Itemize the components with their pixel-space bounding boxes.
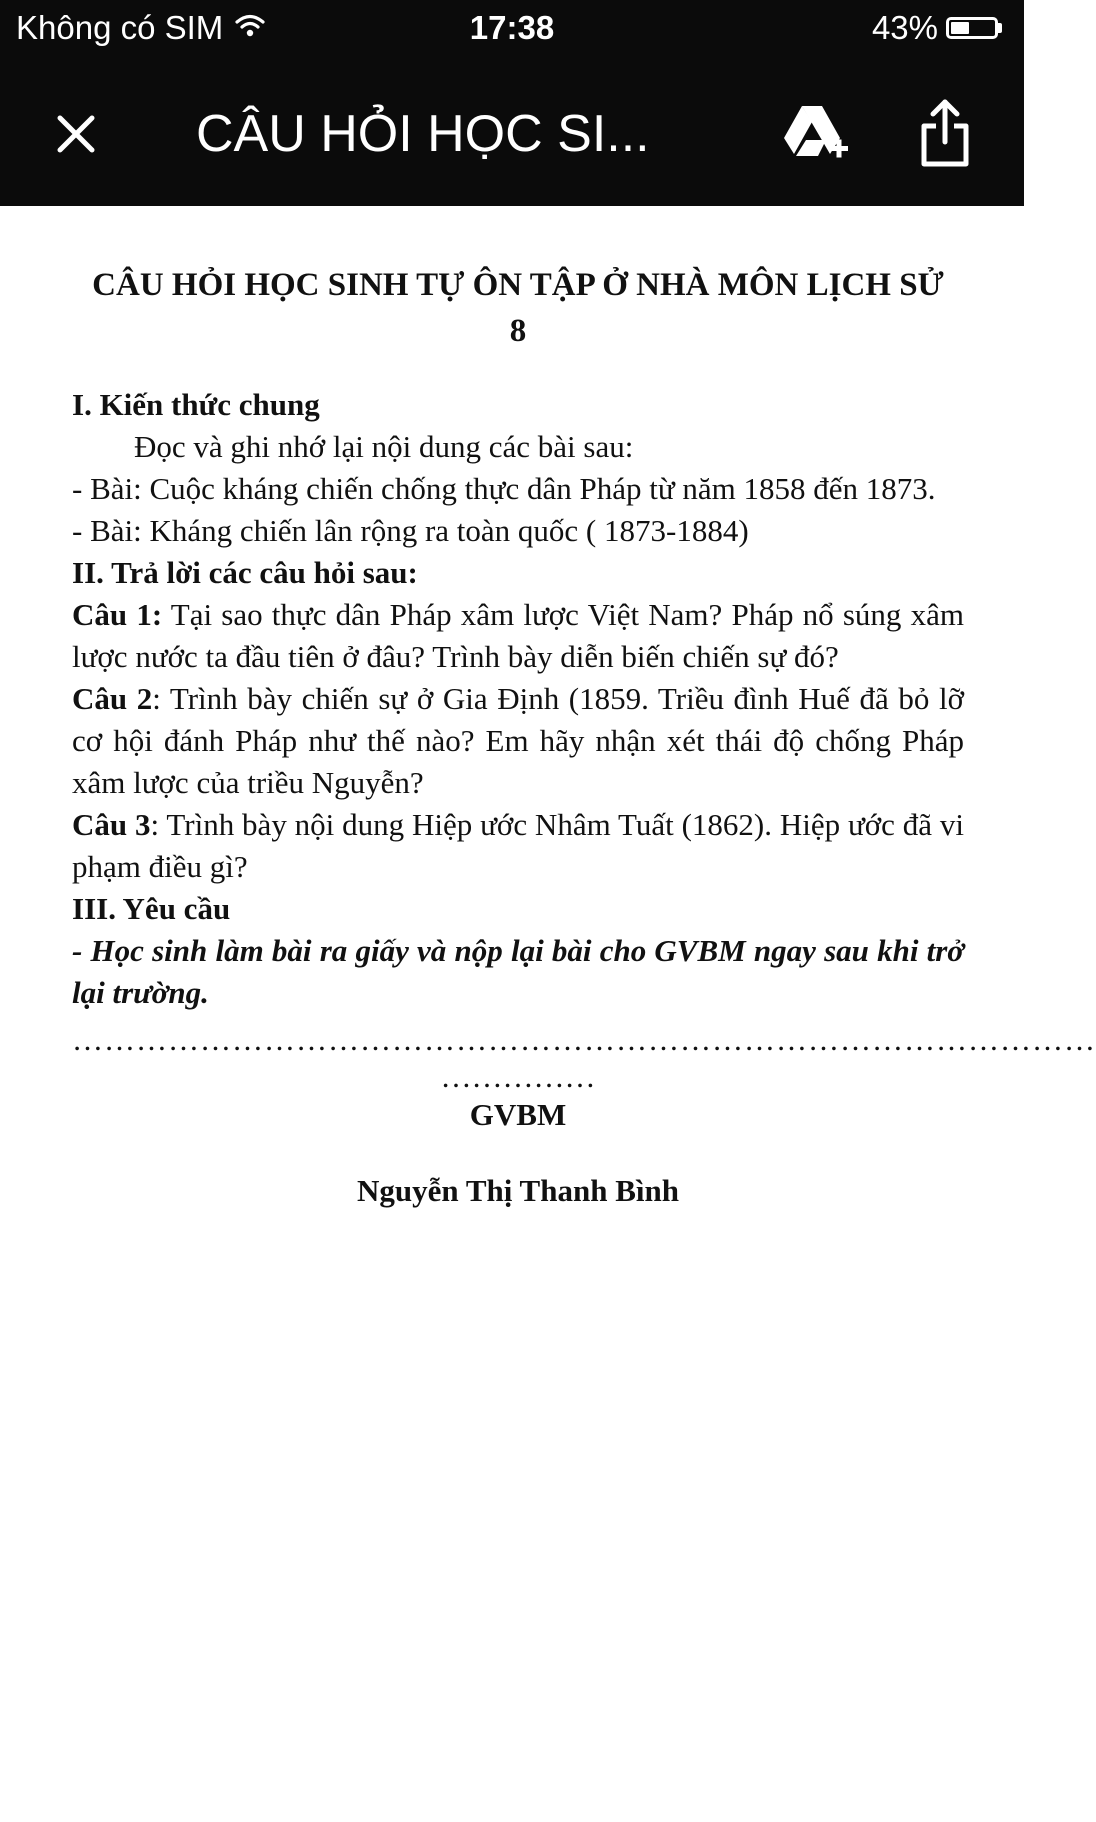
question-2-label: Câu 2 (72, 681, 153, 716)
question-3-label: Câu 3 (72, 807, 151, 842)
section-3-heading: III. Yêu cầu (72, 891, 231, 926)
lesson-2: - Bài: Kháng chiến lân rộng ra toàn quốc ( 1873-1884) (72, 513, 749, 548)
status-carrier (16, 6, 265, 50)
status-time: 17:38 (469, 9, 555, 46)
signature-role: GVBM (469, 1097, 567, 1132)
close-icon[interactable] (46, 104, 106, 164)
document-title-bar: CÂU HỎI HỌC SI... (196, 105, 650, 163)
section-1-heading: I. Kiến thức chung (72, 387, 320, 422)
top-bar (0, 0, 1024, 206)
status-battery (872, 6, 1002, 50)
battery-icon (946, 17, 1002, 39)
question-3-text: : Trình bày nội dung Hiệp ước Nhâm Tuất (1862). Hiệp ước đã vi phạm điều gì? (72, 807, 964, 884)
document-page (72, 262, 1096, 1212)
lesson-1: - Bài: Cuộc kháng chiến chống thực dân Pháp từ năm 1858 đến 1873. (72, 471, 936, 506)
dotted-separator: …………………………………………………………………………………… (72, 1022, 1096, 1057)
wifi-icon (235, 6, 265, 50)
signature-name: Nguyễn Thị Thanh Bình (357, 1173, 679, 1208)
section-1-intro: Đọc và ghi nhớ lại nội dung các bài sau: (134, 429, 634, 464)
question-1 (72, 594, 964, 678)
question-2 (72, 678, 964, 804)
section-2-heading: II. Trả lời các câu hỏi sau: (72, 555, 418, 590)
carrier-label: Không có SIM (16, 9, 224, 46)
dotted-separator-short: …………… (440, 1059, 596, 1094)
question-2-text: : Trình bày chiến sự ở Gia Định (1859. Triều đình Huế đã bỏ lỡ cơ hội đánh Pháp như thế nào? Em hãy nhận xét thái độ chống Pháp xâm lược của triều Nguyễn? (72, 681, 964, 800)
question-3 (72, 804, 964, 888)
question-1-label: Câu 1: (72, 597, 163, 632)
document-heading: CÂU HỎI HỌC SINH TỰ ÔN TẬP Ở NHÀ MÔN LỊCH SỬ 8 (92, 267, 944, 349)
question-1-text: Tại sao thực dân Pháp xâm lược Việt Nam? Pháp nổ súng xâm lược nước ta đầu tiên ở đâu? Trình bày diễn biến chiến sự đó? (72, 597, 964, 674)
add-to-drive-icon[interactable] (780, 98, 852, 168)
share-icon[interactable] (916, 96, 974, 168)
battery-percent: 43% (871, 9, 938, 46)
requirement-text: - Học sinh làm bài ra giấy và nộp lại bài cho GVBM ngay sau khi trở lại trường. (72, 933, 964, 1010)
